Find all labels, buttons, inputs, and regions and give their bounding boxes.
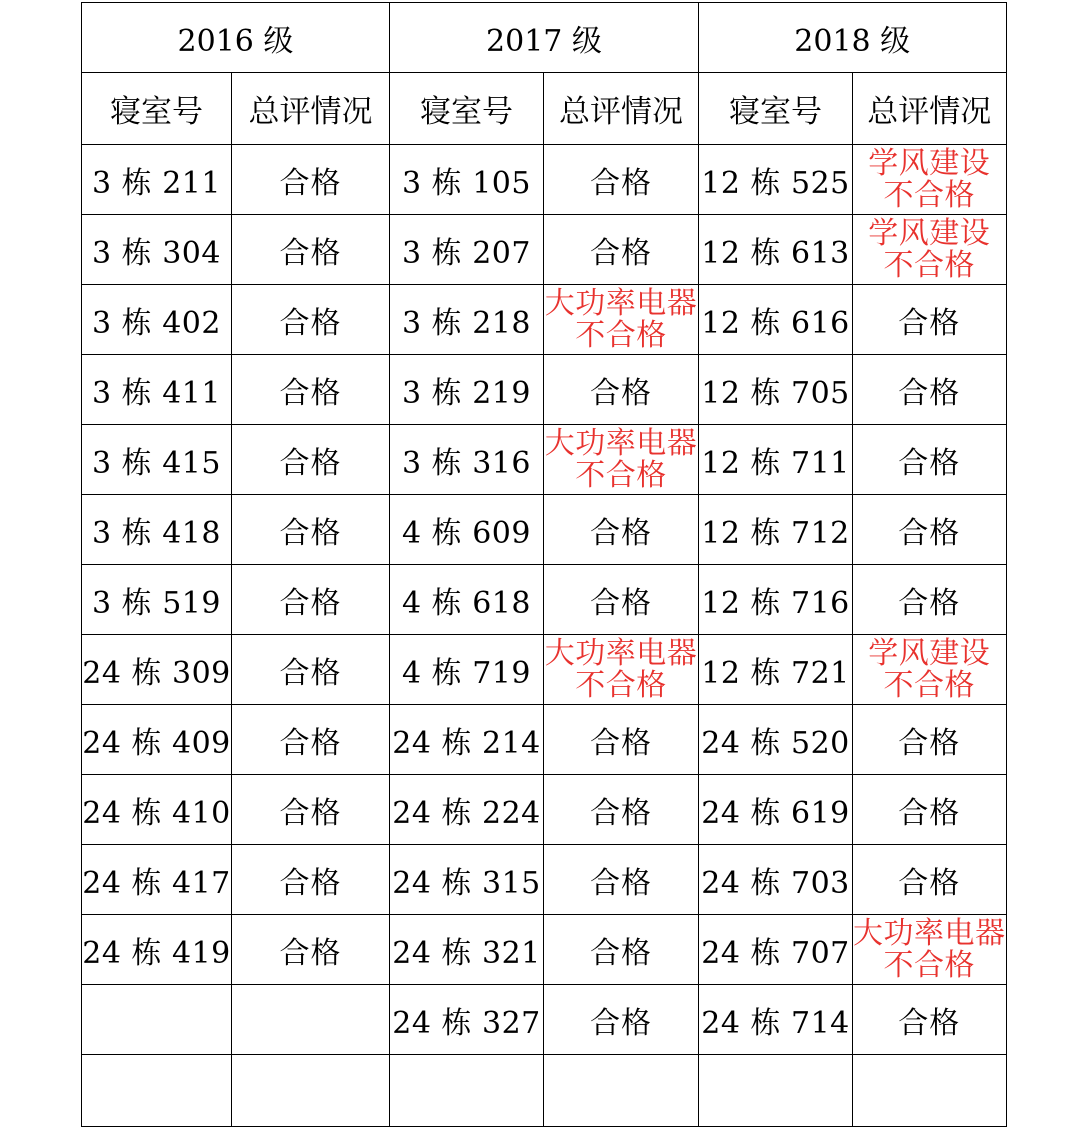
evaluation-status-2018 — [853, 635, 1007, 705]
status-line: 大功率电器 — [544, 285, 698, 321]
status-line: 不合格 — [883, 247, 975, 283]
evaluation-status-2016: 合格 — [232, 705, 390, 775]
evaluation-status-2016: 合格 — [232, 845, 390, 915]
status-line: 学风建设 — [868, 635, 991, 671]
room-number-2018: 12 栋 525 — [699, 145, 853, 215]
room-number-2016 — [82, 985, 232, 1055]
room-number-2018: 12 栋 712 — [699, 495, 853, 565]
status-line: 不合格 — [575, 317, 667, 353]
room-number-2016: 24 栋 409 — [82, 705, 232, 775]
table-row — [82, 495, 1007, 565]
status-line: 大功率电器 — [544, 635, 698, 671]
table-row — [82, 635, 1007, 705]
status-line: 不合格 — [883, 177, 975, 213]
evaluation-status-2018: 合格 — [853, 425, 1007, 495]
room-number-2016 — [82, 1055, 232, 1127]
status-header-2017: 总评情况 — [544, 73, 699, 145]
evaluation-status-2017 — [544, 635, 699, 705]
evaluation-status-2016 — [232, 1055, 390, 1127]
column-header-row — [82, 73, 1007, 145]
room-number-2016: 3 栋 418 — [82, 495, 232, 565]
evaluation-status-2016: 合格 — [232, 425, 390, 495]
grade-header-2018: 2018 级 — [699, 3, 1007, 73]
evaluation-status-2017 — [544, 1055, 699, 1127]
evaluation-status-2016: 合格 — [232, 495, 390, 565]
room-number-2016: 3 栋 519 — [82, 565, 232, 635]
room-number-2018: 24 栋 703 — [699, 845, 853, 915]
room-number-2018: 12 栋 616 — [699, 285, 853, 355]
room-number-2017: 3 栋 207 — [390, 215, 544, 285]
evaluation-status-2016: 合格 — [232, 635, 390, 705]
table-row — [82, 355, 1007, 425]
room-number-2017: 3 栋 219 — [390, 355, 544, 425]
status-line: 不合格 — [883, 947, 975, 983]
evaluation-status-2016 — [232, 985, 390, 1055]
evaluation-status-2018 — [853, 145, 1007, 215]
room-header-2016: 寝室号 — [82, 73, 232, 145]
room-number-2017: 24 栋 214 — [390, 705, 544, 775]
room-number-2016: 3 栋 304 — [82, 215, 232, 285]
status-line: 学风建设 — [868, 215, 991, 251]
evaluation-status-2018 — [853, 915, 1007, 985]
room-number-2017: 24 栋 321 — [390, 915, 544, 985]
room-number-2017: 4 栋 609 — [390, 495, 544, 565]
room-number-2018: 24 栋 520 — [699, 705, 853, 775]
evaluation-status-2017: 合格 — [544, 845, 699, 915]
room-number-2018: 24 栋 619 — [699, 775, 853, 845]
evaluation-status-2017: 合格 — [544, 495, 699, 565]
room-number-2016: 24 栋 309 — [82, 635, 232, 705]
evaluation-status-2017: 合格 — [544, 985, 699, 1055]
status-line: 不合格 — [883, 667, 975, 703]
evaluation-status-2017 — [544, 425, 699, 495]
room-number-2018: 24 栋 707 — [699, 915, 853, 985]
room-number-2016: 24 栋 410 — [82, 775, 232, 845]
table-row — [82, 425, 1007, 495]
evaluation-status-2018: 合格 — [853, 285, 1007, 355]
grade-header-2017: 2017 级 — [390, 3, 699, 73]
table-row — [82, 215, 1007, 285]
table-row — [82, 985, 1007, 1055]
room-number-2016: 3 栋 415 — [82, 425, 232, 495]
table-row — [82, 145, 1007, 215]
evaluation-status-2017: 合格 — [544, 215, 699, 285]
evaluation-status-2018: 合格 — [853, 775, 1007, 845]
status-line: 不合格 — [575, 667, 667, 703]
status-line: 学风建设 — [868, 145, 991, 181]
evaluation-status-2018: 合格 — [853, 845, 1007, 915]
evaluation-status-2018: 合格 — [853, 565, 1007, 635]
evaluation-status-2017: 合格 — [544, 565, 699, 635]
room-number-2018: 12 栋 613 — [699, 215, 853, 285]
room-number-2018: 12 栋 716 — [699, 565, 853, 635]
room-number-2016: 24 栋 419 — [82, 915, 232, 985]
table-row — [82, 915, 1007, 985]
evaluation-status-2018 — [853, 215, 1007, 285]
grade-header-2016: 2016 级 — [82, 3, 390, 73]
status-header-2018: 总评情况 — [853, 73, 1007, 145]
status-line: 不合格 — [575, 457, 667, 493]
evaluation-status-2016: 合格 — [232, 145, 390, 215]
room-number-2017: 3 栋 316 — [390, 425, 544, 495]
grade-header-row — [82, 3, 1007, 73]
dorm-evaluation-table — [81, 2, 1007, 1127]
room-number-2018: 24 栋 714 — [699, 985, 853, 1055]
evaluation-status-2018: 合格 — [853, 355, 1007, 425]
evaluation-status-2017: 合格 — [544, 775, 699, 845]
room-number-2017: 24 栋 315 — [390, 845, 544, 915]
evaluation-status-2018: 合格 — [853, 495, 1007, 565]
room-header-2018: 寝室号 — [699, 73, 853, 145]
room-number-2017 — [390, 1055, 544, 1127]
room-number-2017: 24 栋 327 — [390, 985, 544, 1055]
evaluation-status-2016: 合格 — [232, 285, 390, 355]
room-number-2017: 24 栋 224 — [390, 775, 544, 845]
room-number-2018: 12 栋 711 — [699, 425, 853, 495]
table-row — [82, 775, 1007, 845]
table-row — [82, 565, 1007, 635]
room-number-2018: 12 栋 705 — [699, 355, 853, 425]
room-number-2017: 3 栋 105 — [390, 145, 544, 215]
evaluation-status-2018 — [853, 1055, 1007, 1127]
status-line: 大功率电器 — [853, 915, 1006, 951]
status-line: 大功率电器 — [544, 425, 698, 461]
room-number-2017: 4 栋 618 — [390, 565, 544, 635]
room-number-2016: 3 栋 402 — [82, 285, 232, 355]
evaluation-status-2017: 合格 — [544, 705, 699, 775]
evaluation-status-2018: 合格 — [853, 705, 1007, 775]
room-number-2017: 4 栋 719 — [390, 635, 544, 705]
table-row — [82, 1055, 1007, 1127]
table-row — [82, 845, 1007, 915]
evaluation-status-2017: 合格 — [544, 915, 699, 985]
table-row — [82, 285, 1007, 355]
evaluation-status-2016: 合格 — [232, 775, 390, 845]
room-number-2018: 12 栋 721 — [699, 635, 853, 705]
table-row — [82, 705, 1007, 775]
status-header-2016: 总评情况 — [232, 73, 390, 145]
evaluation-status-2017: 合格 — [544, 145, 699, 215]
evaluation-status-2016: 合格 — [232, 915, 390, 985]
room-number-2016: 3 栋 211 — [82, 145, 232, 215]
evaluation-status-2018: 合格 — [853, 985, 1007, 1055]
evaluation-status-2016: 合格 — [232, 565, 390, 635]
room-number-2016: 3 栋 411 — [82, 355, 232, 425]
room-header-2017: 寝室号 — [390, 73, 544, 145]
room-number-2018 — [699, 1055, 853, 1127]
evaluation-status-2017 — [544, 285, 699, 355]
evaluation-status-2016: 合格 — [232, 215, 390, 285]
evaluation-status-2017: 合格 — [544, 355, 699, 425]
room-number-2016: 24 栋 417 — [82, 845, 232, 915]
evaluation-status-2016: 合格 — [232, 355, 390, 425]
room-number-2017: 3 栋 218 — [390, 285, 544, 355]
